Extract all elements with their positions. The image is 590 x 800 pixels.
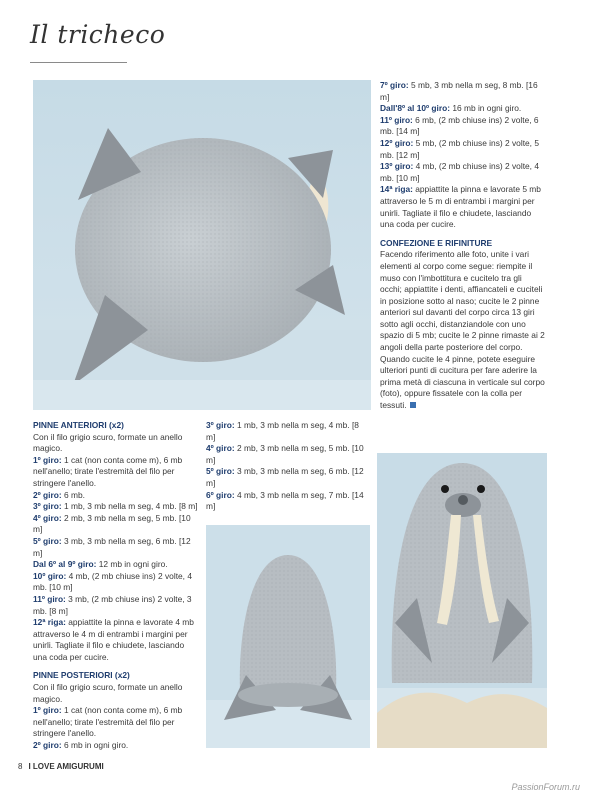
pattern-row: 2º giro: 6 mb. [33,489,85,500]
title-underline [30,62,127,63]
pattern-row: 5º giro: 3 mb, 3 mb nella m seg, 6 mb. [12 m] [206,466,364,488]
pattern-row: 10º giro: 4 mb, (2 mb chiuse ins) 2 volte, 4 mb. [10 m] [33,570,192,593]
pattern-row: 14ª riga: appiattite la pinna e lavorate 5 mb attraverso le 5 m di entrambi i margini per unirli. Tagliate il filo e chiudete, lasciando una coda per cucire. [380,184,541,230]
pattern-row: 2º giro: 6 mb in ogni giro. [33,740,129,751]
section-heading-front-fins: PINNE ANTERIORI (x2) [33,420,124,430]
pattern-row: 7º giro: 5 mb, 3 mb nella m seg, 8 mb. [16 m] [380,80,538,102]
page-footer [18,762,104,771]
pattern-row: 13º giro: 4 mb, (2 mb chiuse ins) 2 volte, 4 mb. [10 m] [380,161,539,183]
pattern-row: 3º giro: 1 mb, 3 mb nella m seg, 4 mb. [8 m] [33,501,198,512]
pattern-row: 11º giro: 6 mb, (2 mb chiuse ins) 2 volte, 6 mb. [14 m] [380,114,539,137]
photo-walrus-sitting-back [206,525,370,748]
pattern-row: 12ª riga: appiattite la pinna e lavorate 4 mb attraverso le 4 m di entrambi i margini per unirli. Tagliate il filo e chiudete, lasciando una coda per cucire. [33,617,194,662]
page-number: 8 [18,762,23,771]
photo-walrus-back [33,80,371,410]
section-heading-finishing: CONFEZIONE E RIFINITURE [380,237,493,248]
section-heading-back-fins: PINNE POSTERIORI (x2) [33,670,130,681]
photo-walrus-front [377,453,547,748]
pattern-row: 12º giro: 5 mb, (2 mb chiuse ins) 2 volte, 5 mb. [12 m] [380,137,539,160]
finishing-text: Facendo riferimento alle foto, unite i vari elementi al corpo come segue: riempite il muso con l'imbottitura e cucitelo tra gli occhi; appiattite i denti, affiancateli e cuciteli in posizione sotto al naso; cucite le 2 pinne anteriori sul davanti del corpo circa 13 giri sotto agli occhi, distanziandole con uno spazio di 5 mb; cucite le 2 pinne rimaste ai 2 angoli della parte posteriore del corpo. [380,249,545,353]
pattern-row: 4º giro: 2 mb, 3 mb nella m seg, 5 mb. [10 m] [206,443,364,465]
left-text [33,420,198,752]
pattern-row: Dal 6º al 9º giro: 12 mb in ogni giro. [33,559,168,570]
end-mark-icon [410,402,416,408]
page-title: Il tricheco [30,20,166,49]
pattern-row: 11º giro: 3 mb, (2 mb chiuse ins) 2 volte, 3 mb. [8 m] [33,593,192,616]
pattern-row: 6º giro: 4 mb, 3 mb nella m seg, 7 mb. [14 m] [206,489,364,512]
watermark: PassionForum.ru [511,782,580,792]
pattern-row: 4º giro: 2 mb, 3 mb nella m seg, 5 mb. [10 m] [33,512,191,535]
pattern-row: 5º giro: 3 mb, 3 mb nella m seg, 6 mb. [12 m] [33,535,191,558]
finishing-text-2: Quando cucite le 4 pinne, potete eseguire ulteriori punti di cucitura per fare aderire la prima metà di ciascuna in verticale sul corpo (foto), oppure fissatele con la colla per tessuti. [380,353,545,411]
middle-text [206,420,370,513]
pattern-row: 3º giro: 1 mb, 3 mb nella m seg, 4 mb. [8 m] [206,420,359,442]
pattern-row: 1º giro: 1 cat (non conta come m), 6 mb nell'anello; tirate l'estremità del filo per stringere l'anello. [33,705,183,739]
intro-text: Con il filo grigio scuro, formate un anello magico. [33,431,183,454]
magazine-name: I LOVE AMIGURUMI [28,762,104,771]
right-top-text [380,80,545,412]
intro-text: Con il filo grigio scuro, formate un anello magico. [33,682,183,704]
pattern-row: 1º giro: 1 cat (non conta come m), 6 mb nell'anello; tirate l'estremità del filo per stringere l'anello. [33,454,183,488]
pattern-row: Dall'8º al 10º giro: 16 mb in ogni giro. [380,103,522,114]
